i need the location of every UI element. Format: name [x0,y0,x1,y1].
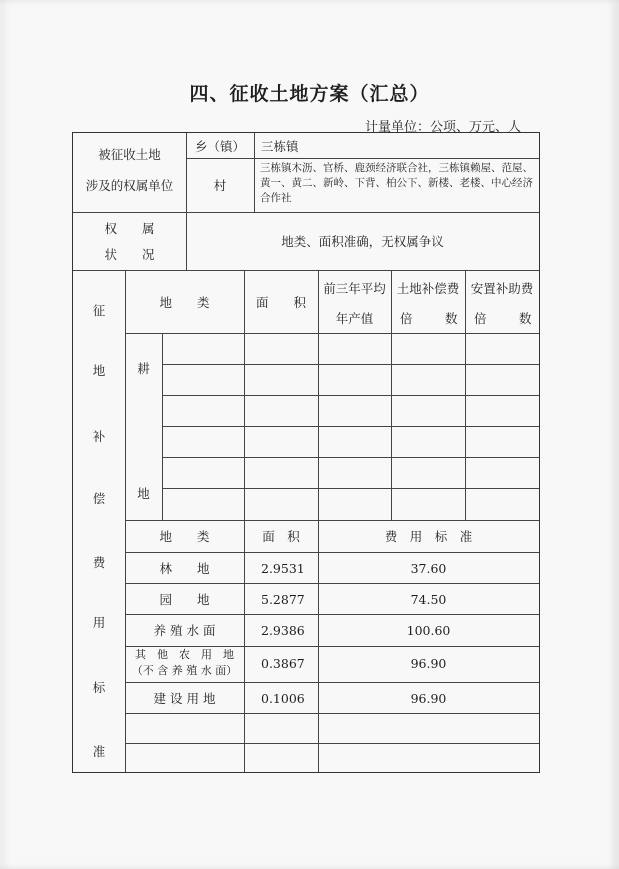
row-standard: 96.90 [410,691,447,706]
table-rule [125,743,539,744]
lower-col-area: 面 积 [262,529,300,544]
ownership-label-a: 权 属 [104,221,155,236]
cultivated-label-bottom: 地 [137,486,150,501]
row-land-type: 建 设 用 地 [153,691,216,706]
row-land-type-line2: （不 含 养 殖 水 面） [131,664,238,677]
lower-col-land-type: 地 类 [159,529,210,544]
table-rule [125,333,539,334]
table-rule [162,488,539,489]
side-label-char: 费 [92,555,106,570]
col-land-type: 地 类 [159,295,210,310]
township-value: 三栋镇 [261,139,299,154]
row-land-type-line1: 其 他 农 用 地 [135,648,234,661]
village-value: 三栋镇木沥、官桥、鹿颈经济联合社，三栋镇赖屋、范屋、黄一、黄二、新岭、下背、柏公下、新楼、老楼、中心经济合作社 [260,162,533,205]
table-rule [125,583,539,584]
table-rule [73,212,539,213]
col-resettle-line1: 安置补助费 [470,281,534,296]
table-rule [125,646,539,647]
table-rule [125,614,539,615]
table-rule [162,395,539,396]
col-comp-shu: 数 [445,311,458,326]
township-label: 乡（镇） [194,139,245,154]
table-rule [162,426,539,427]
side-label-char: 偿 [92,491,106,506]
table-rule [162,333,163,520]
table-rule [125,552,539,553]
row-standard: 96.90 [410,656,447,671]
row-land-type: 养 殖 水 面 [153,623,216,638]
row-standard: 74.50 [410,592,447,607]
side-label-char: 准 [92,744,106,759]
row-land-type: 林 地 [159,561,210,576]
table-rule [254,133,255,212]
ownership-value: 地类、面积准确，无权属争议 [281,234,444,249]
table-rule [125,520,539,521]
row-area: 2.9386 [261,623,305,638]
row-land-type: 园 地 [159,592,210,607]
village-label: 村 [213,178,227,193]
table-rule [125,682,539,683]
table-rule [391,270,392,520]
land-acquisition-table [72,132,540,773]
col-comp-bei: 倍 [400,311,413,326]
ownership-label-b: 状 况 [104,247,155,262]
table-rule [162,457,539,458]
col-avg-line2: 年产值 [335,311,374,326]
side-label-char: 用 [92,615,106,630]
row-standard: 37.60 [410,561,447,576]
row-area: 0.1006 [261,691,305,706]
unit-note: 计量单位：公项、万元、人 [364,120,521,135]
row-area: 2.9531 [261,561,305,576]
side-label-char: 补 [92,429,106,444]
header-label-land: 被征收土地 [98,147,161,162]
row-area: 0.3867 [261,656,305,671]
col-resettle-shu: 数 [519,311,532,326]
col-comp-line1: 土地补偿费 [396,281,460,296]
side-label-char: 地 [92,363,106,378]
table-rule [244,270,245,773]
table-rule [125,713,539,714]
row-standard: 100.60 [406,623,451,638]
table-rule [73,270,539,271]
lower-col-standard: 费 用 标 准 [384,529,473,544]
header-label-owner: 涉及的权属单位 [85,178,174,193]
page-title: 四、征收土地方案（汇总） [189,83,430,105]
table-rule [465,270,466,520]
side-label-char: 标 [92,680,106,695]
cultivated-label-top: 耕 [137,361,150,376]
col-resettle-bei: 倍 [474,311,487,326]
col-avg-line1: 前三年平均 [323,281,386,296]
table-rule [186,158,539,159]
side-label-char: 征 [92,303,106,318]
row-area: 5.2877 [261,592,305,607]
col-area: 面 积 [255,295,306,310]
table-rule [162,364,539,365]
